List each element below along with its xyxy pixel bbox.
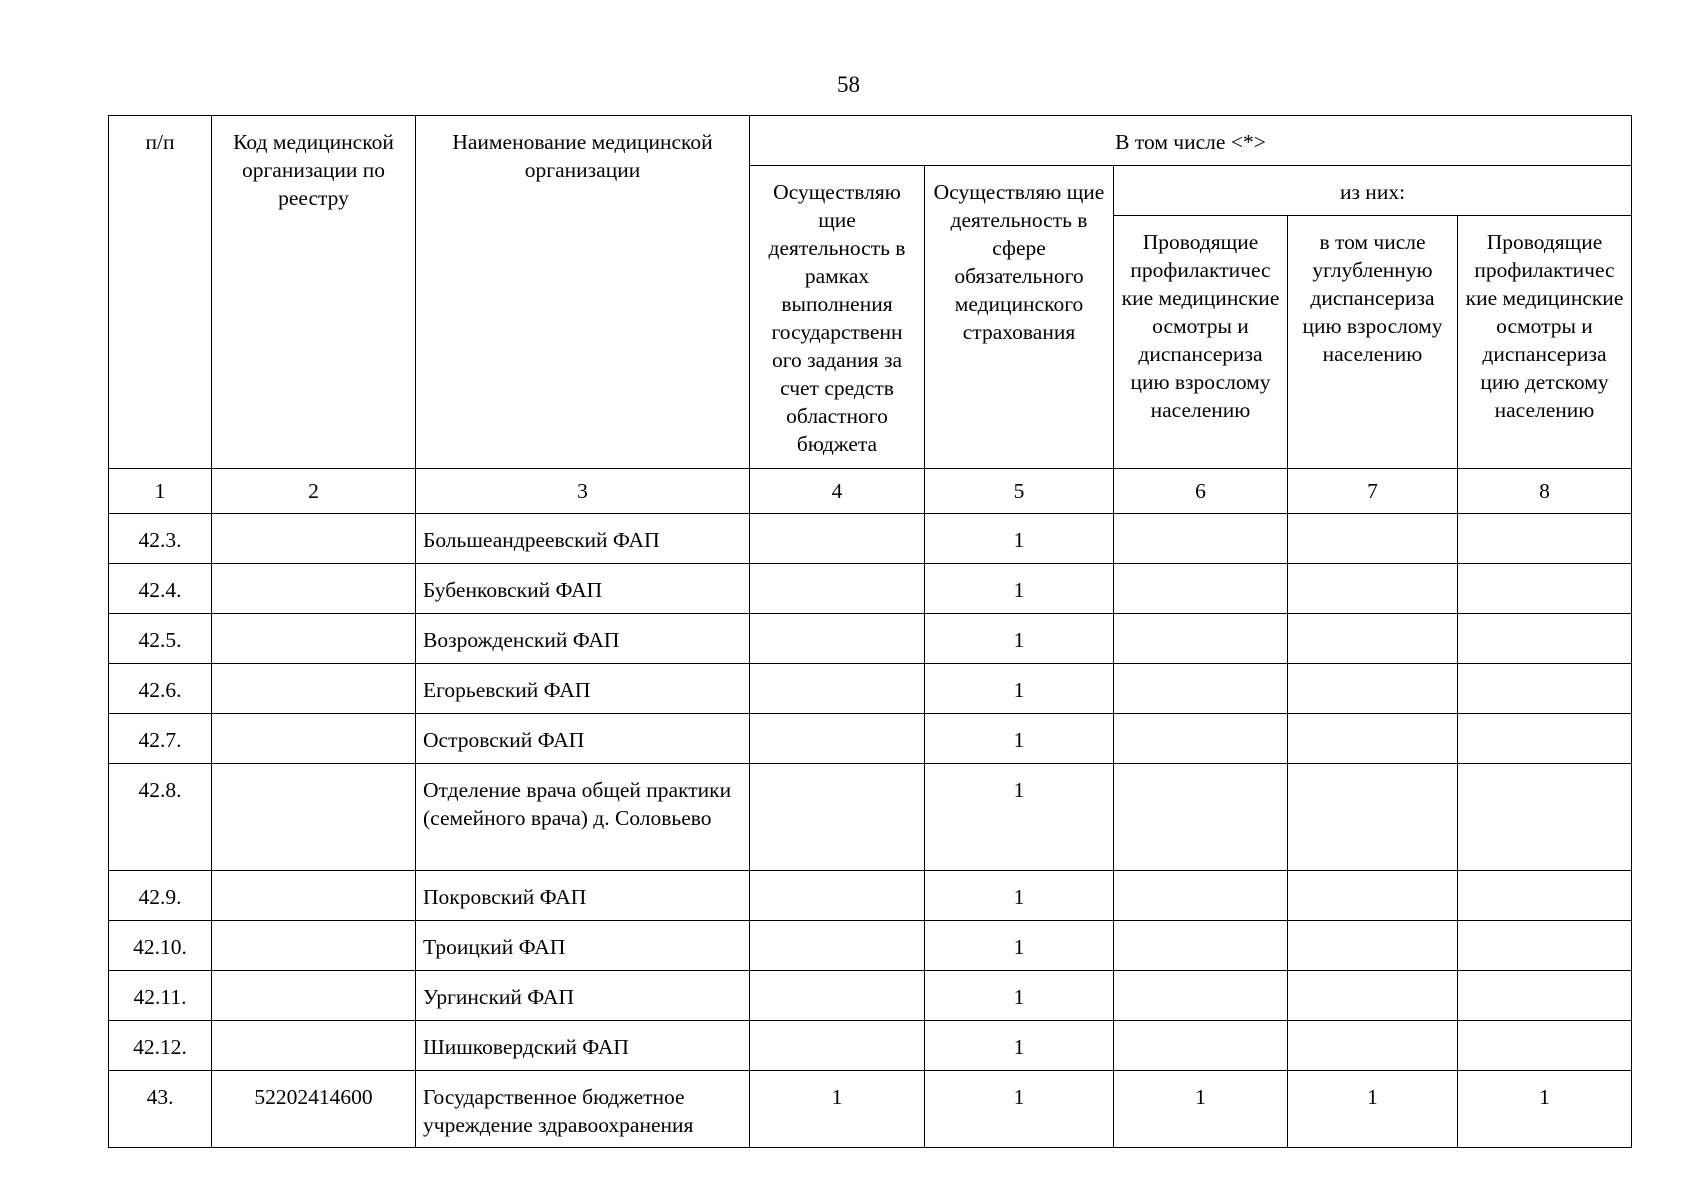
row-number: 42.12. bbox=[109, 1021, 212, 1071]
row-code: 52202414600 bbox=[212, 1071, 416, 1148]
column-number: 4 bbox=[750, 469, 925, 514]
row-number: 42.4. bbox=[109, 564, 212, 614]
table-row bbox=[109, 514, 1632, 564]
header-deep-dispensary: в том числе углубленную диспансериза цию взрослому населению bbox=[1288, 216, 1458, 469]
row-org-name: Отделение врача общей практики (семейного врача) д. Соловьево bbox=[416, 764, 750, 871]
row-col4 bbox=[750, 871, 925, 921]
header-state-budget: Осуществляю щие деятельность в рамках выполнения государственн ого задания за счет средств областного бюджета bbox=[750, 166, 925, 469]
row-col4: 1 bbox=[750, 1071, 925, 1148]
row-col8 bbox=[1458, 564, 1632, 614]
table-row bbox=[109, 921, 1632, 971]
header-child-exams: Проводящие профилактичес кие медицинские осмотры и диспансериза цию детскому населению bbox=[1458, 216, 1632, 469]
row-org-name: Ургинский ФАП bbox=[416, 971, 750, 1021]
table-row bbox=[109, 871, 1632, 921]
row-col4 bbox=[750, 514, 925, 564]
header-including: В том числе <*> bbox=[750, 116, 1632, 166]
table-row bbox=[109, 764, 1632, 871]
row-number: 42.3. bbox=[109, 514, 212, 564]
row-col7 bbox=[1288, 871, 1458, 921]
row-code bbox=[212, 714, 416, 764]
row-number: 43. bbox=[109, 1071, 212, 1148]
row-col5: 1 bbox=[925, 664, 1114, 714]
row-col6 bbox=[1114, 714, 1288, 764]
row-org-name: Государственное бюджетное учреждение здравоохранения bbox=[416, 1071, 750, 1148]
column-number: 8 bbox=[1458, 469, 1632, 514]
column-number: 7 bbox=[1288, 469, 1458, 514]
row-code bbox=[212, 921, 416, 971]
row-col5: 1 bbox=[925, 971, 1114, 1021]
column-number-row bbox=[109, 469, 1632, 514]
row-org-name: Возрожденский ФАП bbox=[416, 614, 750, 664]
row-col7 bbox=[1288, 764, 1458, 871]
row-col8 bbox=[1458, 971, 1632, 1021]
row-code bbox=[212, 971, 416, 1021]
row-col6 bbox=[1114, 614, 1288, 664]
row-col8 bbox=[1458, 871, 1632, 921]
row-col8 bbox=[1458, 764, 1632, 871]
registry-table bbox=[108, 115, 1632, 1148]
row-number: 42.6. bbox=[109, 664, 212, 714]
row-col5: 1 bbox=[925, 1071, 1114, 1148]
row-col6 bbox=[1114, 921, 1288, 971]
row-org-name: Шишковердский ФАП bbox=[416, 1021, 750, 1071]
row-col6 bbox=[1114, 514, 1288, 564]
row-col5: 1 bbox=[925, 1021, 1114, 1071]
row-col7 bbox=[1288, 714, 1458, 764]
row-code bbox=[212, 764, 416, 871]
row-col6: 1 bbox=[1114, 1071, 1288, 1148]
row-col7 bbox=[1288, 564, 1458, 614]
row-col6 bbox=[1114, 1021, 1288, 1071]
row-col7 bbox=[1288, 514, 1458, 564]
column-number: 5 bbox=[925, 469, 1114, 514]
column-number: 2 bbox=[212, 469, 416, 514]
row-code bbox=[212, 614, 416, 664]
row-code bbox=[212, 1021, 416, 1071]
row-number: 42.11. bbox=[109, 971, 212, 1021]
row-org-name: Егорьевский ФАП bbox=[416, 664, 750, 714]
row-number: 42.7. bbox=[109, 714, 212, 764]
column-number: 6 bbox=[1114, 469, 1288, 514]
row-col6 bbox=[1114, 764, 1288, 871]
header-oms: Осуществляю щие деятельность в сфере обязательного медицинского страхования bbox=[925, 166, 1114, 469]
row-number: 42.9. bbox=[109, 871, 212, 921]
header-name: Наименование медицинской организации bbox=[416, 116, 750, 469]
row-col8 bbox=[1458, 714, 1632, 764]
table-row bbox=[109, 664, 1632, 714]
row-col7 bbox=[1288, 921, 1458, 971]
row-code bbox=[212, 564, 416, 614]
row-col4 bbox=[750, 764, 925, 871]
row-col7: 1 bbox=[1288, 1071, 1458, 1148]
row-code bbox=[212, 514, 416, 564]
row-code bbox=[212, 871, 416, 921]
header-adult-exams: Проводящие профилактичес кие медицинские осмотры и диспансериза цию взрослому населению bbox=[1114, 216, 1288, 469]
row-col8 bbox=[1458, 614, 1632, 664]
row-org-name: Островский ФАП bbox=[416, 714, 750, 764]
row-col7 bbox=[1288, 614, 1458, 664]
row-col5: 1 bbox=[925, 564, 1114, 614]
row-col5: 1 bbox=[925, 764, 1114, 871]
row-col8 bbox=[1458, 664, 1632, 714]
row-col4 bbox=[750, 1021, 925, 1071]
row-col8 bbox=[1458, 1021, 1632, 1071]
table-row bbox=[109, 971, 1632, 1021]
table-row bbox=[109, 614, 1632, 664]
header-row-1 bbox=[109, 116, 1632, 166]
row-col7 bbox=[1288, 1021, 1458, 1071]
header-of-them: из них: bbox=[1114, 166, 1632, 216]
header-code: Код медицинской организации по реестру bbox=[212, 116, 416, 469]
row-number: 42.8. bbox=[109, 764, 212, 871]
row-col8 bbox=[1458, 514, 1632, 564]
row-col7 bbox=[1288, 664, 1458, 714]
row-org-name: Бубенковский ФАП bbox=[416, 564, 750, 614]
page-number: 58 bbox=[837, 72, 860, 97]
row-col4 bbox=[750, 971, 925, 1021]
table-row bbox=[109, 714, 1632, 764]
row-col8 bbox=[1458, 921, 1632, 971]
column-number: 1 bbox=[109, 469, 212, 514]
row-col4 bbox=[750, 921, 925, 971]
table-row bbox=[109, 1071, 1632, 1148]
row-org-name: Большеандреевский ФАП bbox=[416, 514, 750, 564]
row-col5: 1 bbox=[925, 921, 1114, 971]
row-col4 bbox=[750, 714, 925, 764]
row-number: 42.5. bbox=[109, 614, 212, 664]
row-col6 bbox=[1114, 971, 1288, 1021]
table-row bbox=[109, 1021, 1632, 1071]
row-col5: 1 bbox=[925, 714, 1114, 764]
column-number: 3 bbox=[416, 469, 750, 514]
header-pp: п/п bbox=[109, 116, 212, 469]
table-row bbox=[109, 564, 1632, 614]
row-code bbox=[212, 664, 416, 714]
row-number: 42.10. bbox=[109, 921, 212, 971]
row-org-name: Покровский ФАП bbox=[416, 871, 750, 921]
row-col6 bbox=[1114, 871, 1288, 921]
row-org-name: Троицкий ФАП bbox=[416, 921, 750, 971]
row-col5: 1 bbox=[925, 614, 1114, 664]
row-col6 bbox=[1114, 664, 1288, 714]
row-col7 bbox=[1288, 971, 1458, 1021]
row-col6 bbox=[1114, 564, 1288, 614]
row-col8: 1 bbox=[1458, 1071, 1632, 1148]
row-col5: 1 bbox=[925, 871, 1114, 921]
row-col4 bbox=[750, 664, 925, 714]
row-col5: 1 bbox=[925, 514, 1114, 564]
row-col4 bbox=[750, 614, 925, 664]
row-col4 bbox=[750, 564, 925, 614]
